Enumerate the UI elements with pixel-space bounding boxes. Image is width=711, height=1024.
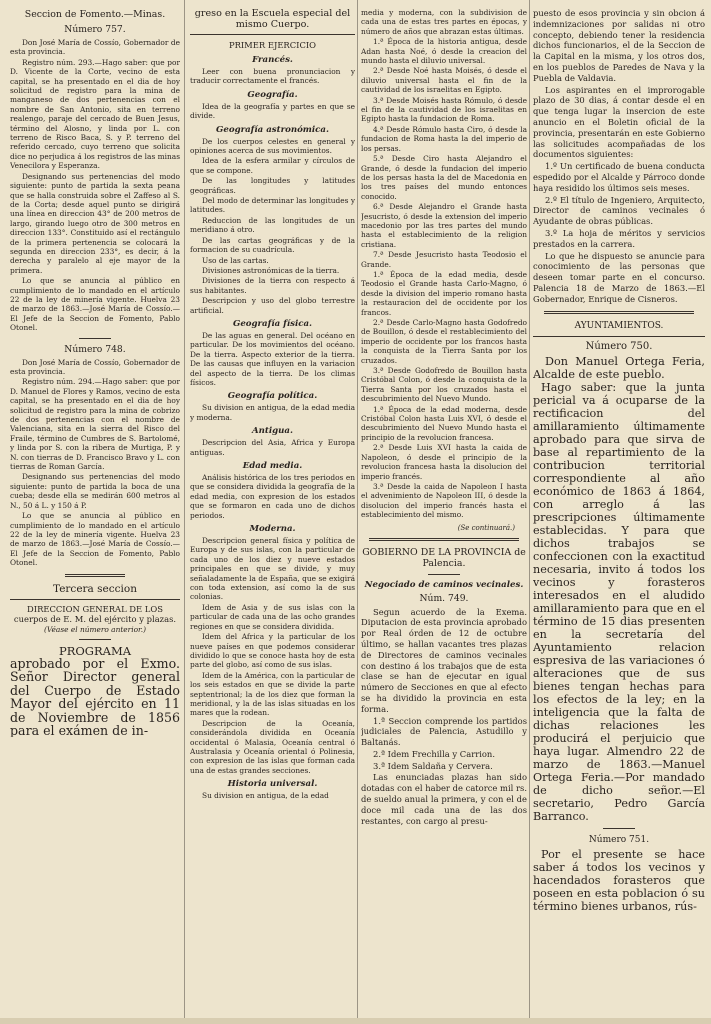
notice-number: Número 748. (64, 343, 126, 355)
subject-text: Idea de la esfera armilar y círculos de que se compone. (190, 156, 355, 175)
epoch-item: 2.ª Desde Luis XVI hasta la caida de Napoleon, ó desde el principio de la revolucion francesa hasta la disolucion del imperio francés. (361, 443, 527, 481)
section-heading: Seccion de Fomento.—Minas. (24, 9, 166, 20)
notice-number: Núm. 749. (419, 592, 469, 604)
subject-text: Descripcion general física y política de Europa y de sus islas, con la particular de cada uno de los diez y nueve estados principales en que se divide, y muy señaladamente la de España, que se exigirá con toda extension, así como la de sus colonias. (190, 536, 355, 602)
column-rule (357, 0, 358, 1024)
subject-text: Idea de la geografía y partes en que se divide. (190, 101, 355, 121)
separator (190, 34, 355, 35)
subject-text: De los cuerpos celestes en general y opiniones acerca de sus movimientos. (190, 136, 355, 156)
epoch-item: 2.ª Desde Noé hasta Moisés, ó desde el diluvio universal hasta el fin de la cautividad de los israelitas en Egipto. (361, 66, 527, 95)
continued-text: puesto de esos provincia y sin obcion á indemnizaciones por salidas ni otro concepto, debiendo tener la residencia dichos funcionarios, el de la Seccion de la Capital en la misma, y los otros dos, en los pueblos de Paredes de Nava y la Puebla de Valdavia. (533, 8, 705, 83)
notice-body: Por el presente se hace saber á todos los vecinos y hacendados forasteros que poseen en esta poblacion ó su término bienes urbanos, rús- (533, 847, 705, 913)
continued-heading: greso en la Escuela especial del mismo Cuerpo. (194, 8, 351, 30)
subject-text: Del modo de determinar las longitudes y latitudes. (190, 196, 355, 215)
epoch-item: 6.ª Desde Alejandro el Grande hasta Jesucristo, ó desde la extension del imperio macedonio por las tres partes del mundo hasta el establecimiento de la religion cristiana. (361, 202, 527, 249)
subject-text: Su division en antigua, de la edad media y moderna. (190, 403, 355, 422)
subject-heading: Francés. (252, 55, 293, 65)
separator (369, 538, 519, 541)
exercise-title: PRIMER EJERCICIO (228, 40, 317, 50)
epoch-item: 7.ª Desde Jesucristo hasta Teodosio el Grande. (361, 250, 527, 269)
epoch-item: 4.ª Desde Rómulo hasta Ciro, ó desde la fundacion de Roma hasta la del imperio de los persas. (361, 124, 527, 153)
notice-body: Registro núm. 294.—Hago saber: que por D. Manuel de Flores y Ramos, vecino de esta capital, se ha presentado en el dia de hoy solicitud de registro para la mina de cobrizo de dos pertenencias con el nombre de Valenciana, sita en la sierra del Risco del Fraile, término de Cumbres de S. Bartolomé, y linda por S. con la ribera de Murtiga, P. y N. con tierras de D. Francisco Bravo y L. con tierras de Roman García. (10, 377, 180, 472)
notice-body: Las enunciadas plazas han sido dotadas con el haber de catorce mil rs. de sueldo anual la primera, y con el de doce mil cada una de las dos restantes, con cargo al presu- (361, 772, 527, 826)
column-1 (10, 8, 180, 737)
notice-body: Designando sus pertenencias del modo siguiente: punto de partida la boca de una cueba; desde ella se medirán 600 metros al N., 50 á L. y 150 á P. (10, 472, 180, 510)
epoch-item: 3.ª Desde Moisés hasta Rómulo, ó desde el fin de la cautividad de los israelitas en Egipto hasta la fundacion de Roma. (361, 95, 527, 124)
epoch-item: 1.ª Época de la historia antigua, desde Adan hasta Noé, ó desde la creacion del mundo hasta el diluvio universal. (361, 37, 527, 66)
notice-intro: Don Manuel Ortega Feria, Alcalde de este pueblo. (533, 354, 705, 381)
notice-body: Los aspirantes en el improrogable plazo de 30 dias, á contar desde el en que tenga lugar la insercion de este anuncio en el Boletin oficial de la provincia, presentarán en este Gobierno las solicitudes acompañadas de los documentos siguientes: (533, 84, 705, 160)
subject-text: Idem de la América, con la particular de los seis estados en que se divide la parte septentrional; la de los diez que forman la meridional, y la de las islas situadas en los mares que la rodean. (190, 670, 355, 718)
notice-body: Registro núm. 293.—Hago saber: que por D. Vicente de la Corte, vecino de esta capital, se ha presentado en el dia de hoy solicitud de registro para la mina de manganeso de dos pertenencias con el nombre de San Antonio, sita en terreno realengo, paraje del cercado de Buen Jesus, término del Alosno, y linda por L. con terreno de Risco Baca, S. y P. terreno del referido cercado, cuyo terreno que solicita dice no perjudica á los registros de las minas Venecilora y Esperanza. (10, 57, 180, 171)
section-item: 2.ª Idem Frechilla y Carrion. (373, 748, 495, 759)
department-heading: Negociado de caminos vecinales. (364, 579, 524, 590)
program-text: aprobado por el Exmo. Señor Director general del Cuerpo de Estado Mayor del ejército en 11 de Noviembre de 1856 para el exámen de in- (10, 655, 180, 738)
subject-heading: Geografía. (247, 89, 298, 100)
separator (79, 639, 111, 640)
subject-heading: Geografía astronómica. (216, 124, 329, 135)
notice-intro: Don José María de Cossío, Gobernador de esta provincia. (10, 357, 180, 376)
subject-text: Uso de las cartas. (202, 255, 269, 265)
notice-number: Número 757. (64, 24, 126, 35)
subject-text: Su division en antigua, de la edad (202, 791, 329, 801)
epoch-item: 1.ª Época de la edad moderna, desde Cristóbal Colon hasta Luis XVI, ó desde el descubrimiento del Nuevo Mundo hasta el principio de la revolucion francesa. (361, 404, 527, 442)
epoch-item: 3.ª Desde Godofredo de Bouillon hasta Cristóbal Colon, ó desde la conquista de la Tierra Santa por los cruzados hasta el descubrimiento del Nuevo Mundo. (361, 366, 527, 404)
section-item: 1.ª Seccion comprende los partidos judiciales de Palencia, Astudillo y Baltanás. (361, 715, 527, 748)
notice-intro: Don José María de Cossío, Gobernador de esta provincia. (10, 38, 180, 57)
page-edge (0, 1018, 711, 1024)
subject-text: De las cartas geográficas y de la formacion de su cuadrícula. (190, 235, 355, 255)
epoch-item: 2.ª Desde Carlo-Magno hasta Godofredo de Bouillon, ó desde el restablecimiento del imperio de occidente por los francos hasta la conquista de la Tierra Santa por los cruzados. (361, 318, 527, 365)
notice-body: Lo que se anuncia al público en cumplimiento de lo mandado en el artículo 22 de la ley de minería vigente. Huelva 23 de marzo de 1863.—José María de Cossío.—El Jefe de la Seccion de Fomento, Pablo Otonel. (10, 511, 180, 568)
notice-body: Designando sus pertenencias del modo siguiente: punto de partida la sexta peana que se halla construida sobre el Zaffeso al S. de la Corta; desde aquel punto se dirigirá una línea en direccion 43° de 200 metros de largo, girando luego otro de 300 metros en direccion 133°. Constituido así el rectángulo de la primera pertenencia se colocará la segunda en direccion 233°, es decir, á la derecha y paralelo al eje mayor de la primera. (10, 171, 180, 275)
subject-text: Idem de Asia y de sus islas con la particular de cada una de las ocho grandes regiones en que se considera dividida. (190, 602, 355, 631)
section-item: 3.ª Idem Saldaña y Cervera. (373, 760, 493, 771)
subject-text: Reduccion de las longitudes de un meridiano á otro. (190, 215, 355, 235)
column-rule (529, 0, 530, 1024)
separator (544, 311, 694, 314)
column-rule (184, 0, 185, 1024)
column-4 (533, 8, 705, 913)
separator (533, 336, 705, 337)
column-3 (361, 8, 527, 827)
document-item: 3.º La hoja de méritos y servicios prestados en la carrera. (533, 227, 705, 249)
subject-text: De las longitudes y latitudes geográficas. (190, 176, 355, 195)
subject-text: Descripcion de la Oceanía, considerándola dividida en Oceanía occidental ó Malasia, Oceanía central ó Australasia y Oceanía oriental ó Polinesia, con expresion de las islas que forman cada una de estas grandes secciones. (190, 718, 355, 775)
government-title: GOBIERNO DE LA PROVINCIA de Palencia. (362, 546, 526, 569)
subject-text: Análisis histórica de los tres periodos en que se considera dividida la geografía de la edad media, con expresion de los estados que se formaron en cada uno de dichos periodos. (190, 473, 355, 520)
subject-text: De las aguas en general. Del océano en particular. De los movimientos del océano. De la tierra. Aspecto exterior de la tierra. De las causas que influyen en la variacion del aspecto de la tierra. De los climas físicos. (190, 330, 355, 387)
subject-text: Descripcion del Asia, Africa y Europa antiguas. (190, 438, 355, 457)
notice-number: Número 750. (585, 340, 653, 352)
document-item: 2.º El título de Ingeniero, Arquitecto, Director de caminos vecinales ó Ayudante de obras públicas. (533, 194, 705, 227)
document-item: 1.º Un certificado de buena conducta espedido por el Alcalde y Párroco donde haya residido los últimos seis meses. (533, 161, 705, 193)
notice-body: Hago saber: que la junta pericial va á ocuparse de la rectificacion del amillaramiento últimamente aprobado para que sirva de base al repartimiento de la contribucion territorial correspondiente al año económico de 1863 á 1864, con arreglo á las prescripciones últimamente establecidas. Y para que dichos trabajos se confeccionen con la exactitud necesaria, invito á todos los vecinos y forasteros interesados en el aludido amillaramiento para que en el término de 15 dias presenten en la secretaría del Ayuntamiento relacion espresiva de las variaciones ó alteraciones que de sus bienes tengan hechas para los efectos de la ley; en la inteligencia que la falta de dichas relaciones les producirá el perjuicio que haya lugar. Almendro 22 de marzo de 1863.—Manuel Ortega Feria.—Por mandado de dicho señor.—El secretario, Pedro García Barranco. (533, 380, 705, 823)
separator (10, 599, 180, 600)
subject-heading: Geografía física. (232, 318, 313, 329)
subject-text: Divisiones de la tierra con respecto á sus habitantes. (190, 276, 355, 295)
subject-heading: Edad media. (242, 461, 303, 471)
separator (65, 574, 125, 577)
subject-heading: Antigua. (252, 426, 293, 437)
notice-body: Lo que he dispuesto se anuncie para conocimiento de las personas que deseen tomar parte en el concurso. Palencia 18 de Marzo de 1863.—El Gobernador, Enrique de Cisneros. (533, 250, 705, 304)
section-title: AYUNTAMIENTOS. (574, 320, 664, 331)
column-2 (190, 8, 355, 802)
separator (603, 828, 635, 829)
program-title: PROGRAMA (58, 643, 132, 658)
department-title: DIRECCION GENERAL DE LOS cuerpos de E. M. del ejército y plazas. (13, 603, 177, 624)
notice-number: Número 751. (588, 834, 650, 845)
continued-text: media y moderna, con la subdivision de cada una de estas tres partes en épocas, y número de años que abrazan estas últimas. (361, 8, 527, 36)
subject-heading: Historia universal. (227, 779, 318, 790)
subject-text: Descripcion y uso del globo terrestre artificial. (190, 296, 355, 315)
continued-note: (Se continuará.) (457, 523, 515, 532)
subject-heading: Geografía política. (227, 391, 318, 402)
subject-text: Divisiones astronómicas de la tierra. (202, 265, 340, 275)
epoch-item: 1.ª Época de la edad media, desde Teodosio el Grande hasta Carlo-Magno, ó desde la division del imperio romano hasta la restauracion del de occidente por los francos. (361, 269, 527, 317)
separator (79, 338, 111, 339)
separator (428, 574, 460, 575)
subject-text: Idem del Africa y la particular de los nueve países en que podemos considerar dividido lo que se conoce hasta hoy de esta parte del globo, así como de sus islas. (190, 632, 355, 670)
notice-body: Lo que se anuncia al público en cumplimiento de lo mandado en el artículo 22 de la ley de minería vigente. Huelva 23 de marzo de 1863.—José María de Cossío.—El Jefe de la Seccion de Fomento, Pablo Otonel. (10, 276, 180, 333)
epoch-item: 3.ª Desde la caida de Napoleon I hasta el advenimiento de Napoleon III, ó desde la disolucion del imperio francés hasta el establecimiento del mismo. (361, 481, 527, 520)
notice-body: Segun acuerdo de la Exema. Diputacion de esta provincia aprobado por Real órden de 12 de octubre último, se hallan vacantes tres plazas de Directores de caminos vecinales con destino á los trabajos que de esta clase se han de ejecutar en igual número de Secciones en que al efecto se ha dividido la provincia en esta forma. (361, 606, 527, 714)
subject-text: Leer con buena pronunciacion y traducir correctamente el francés. (190, 67, 355, 86)
epoch-item: 5.ª Desde Ciro hasta Alejandro el Grande, ó desde la fundacion del imperio de los persas hasta la del de Macedonia en los tres países del mundo entonces conocido. (361, 154, 527, 201)
section-title: Tercera seccion (53, 582, 137, 595)
reference-note: (Véase el número anterior.) (44, 624, 146, 634)
subject-heading: Moderna. (249, 524, 296, 535)
